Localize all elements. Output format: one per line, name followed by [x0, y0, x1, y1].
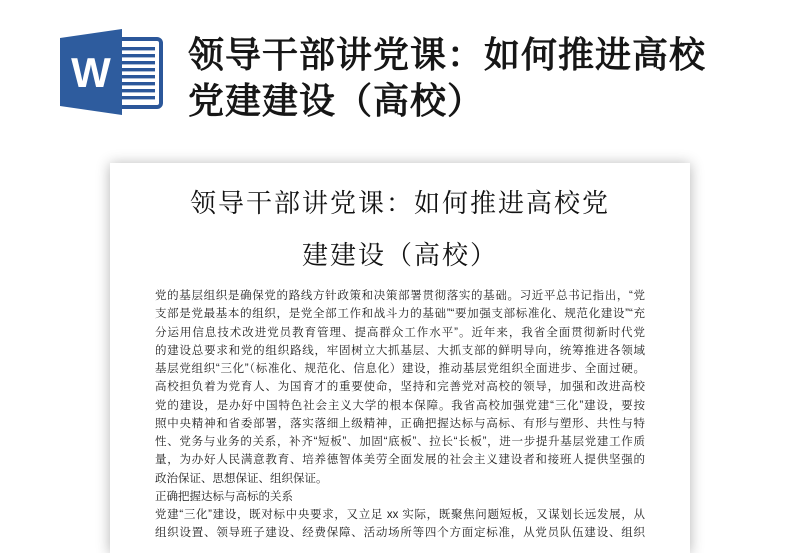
- document-title: [155, 177, 645, 281]
- body-line: 量，为办好人民满意教育、培养德智体美劳全面发展的社会主义建设者和接班人提供坚强的: [155, 454, 645, 467]
- word-icon: [58, 27, 164, 117]
- site-header: [0, 0, 800, 140]
- body-line: 高校担负着为党育人、为国育才的重要使命，坚持和完善党对高校的领导，加强和改进高校: [155, 381, 645, 394]
- body-line: 的建设总要求和党的组织路线，牢固树立大抓基层、大抓支部的鲜明导向，统筹推进各领域: [155, 344, 645, 357]
- body-line: 支部是党最基本的组织，是党全部工作和战斗力的基础”“要加强支部标准化、规范化建设”“充: [155, 308, 645, 321]
- page-title: [188, 32, 768, 124]
- page-title-line1: 领导干部讲党课：如何推进高校: [188, 34, 707, 75]
- document-content: [110, 163, 690, 543]
- body-line: 照中央精神和省委部署，落实落细上级精神，正确把握达标与高标、有形与塑形、共性与特: [155, 417, 645, 430]
- body-line: 分运用信息技术改进党员教育管理、提高群众工作水平”。近年来，我省全面贯彻新时代党: [155, 326, 645, 339]
- body-line: 党的基层组织是确保党的路线方针政策和决策部署贯彻落实的基础。习近平总书记指出，“党: [155, 290, 645, 302]
- page-title-line2: 党建建设（高校）: [188, 80, 485, 121]
- body-line: 性、党务与业务的关系，补齐“短板”、加固“底板”、拉长“长板”，进一步提升基层党建工作质: [155, 436, 645, 448]
- document-title-line2: 建建设（高校）: [301, 240, 498, 270]
- document-preview-page: [110, 163, 690, 553]
- body-line: 党建“三化”建设，既对标中央要求，又立足 xx 实际，既聚焦问题短板，又谋划长远发展，从: [155, 509, 645, 521]
- document-title-line1: 领导干部讲党课：如何推进高校党: [189, 188, 610, 218]
- document-body: [155, 287, 645, 543]
- body-line: 组织设置、领导班子建设、经费保障、活动场所等四个方面定标准，从党员队伍建设、组织: [155, 527, 645, 540]
- body-line: 基层党组织“三化”（标准化、规范化、信息化）建设，推动基层党组织全面进步、全面过硬。: [155, 363, 645, 375]
- section-heading: 正确把握达标与高标的关系: [155, 490, 293, 503]
- body-line: 党的建设，是办好中国特色社会主义大学的根本保障。我省高校加强党建“三化”建设，要按: [155, 399, 645, 412]
- body-line: 政治保证、思想保证、组织保证。: [155, 472, 328, 485]
- word-icon-letter: W: [71, 49, 111, 96]
